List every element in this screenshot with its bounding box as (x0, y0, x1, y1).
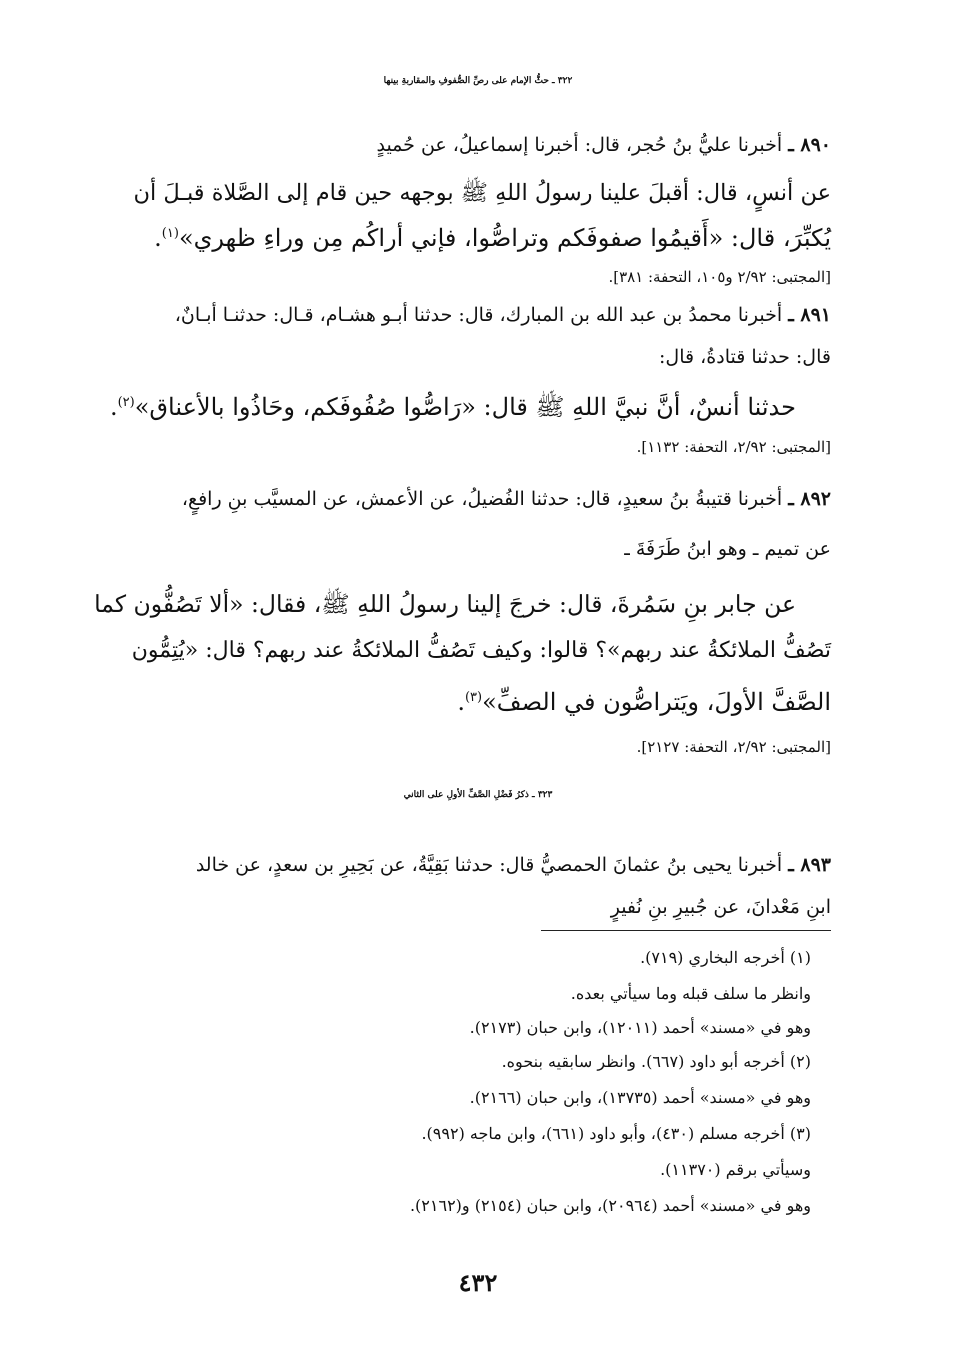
hadith-891-matn (110, 392, 796, 427)
isnad-text: أخبرنا عليُّ بنُ حُجر، قال: أخبرنا إسماعيلُ، عن حُميدٍ (376, 134, 783, 156)
hadith-891-isnad-line-2: قال: حدثنا قتادةُ، قال: (659, 346, 831, 368)
hadith-891-isnad-line-1 (175, 304, 831, 326)
isnad-text: أخبرنا يحيى بنُ عثمانَ الحمصيُّ قال: حدثنا بَقِيَّةُ، عن بَحِيرِ بن سعدٍ، عن خالد (195, 854, 783, 876)
footnote-line: وهو في «مسند» أحمد (٢٠٩٦٤)، وابن حبان (٢١٥٤) و(٢١٦٢). (409, 1196, 811, 1215)
hadith-890-isnad (376, 134, 831, 156)
hadith-892-matn-line-2: تَصُفُّ الملائكةُ عند ربهم»؟ قالوا: وكيف تَصُفُّ الملائكةُ عند ربهم؟ قال: «يُتِمُّون (131, 638, 831, 663)
hadith-892-isnad-line-2: عن تميم ـ وهو ابنُ طَرَفَةَ ـ (624, 538, 831, 560)
hadith-892-matn-line-1: عن جابر بنِ سَمُرةَ، قال: خرجَ إلينا رسولُ اللهِ ﷺ، فقال: «ألا تَصُفُّون كما (94, 590, 796, 618)
matn-text: الصَّفَّ الأولَ، ويَتراصُّون في الصفِّ» (482, 688, 831, 716)
hadith-890-matn-line-2 (154, 224, 831, 252)
footnote-marker: (٢) (117, 395, 135, 410)
hadith-891-reference: [المجتبى: ٢/٩٢، التحفة: ١١٣٢]. (636, 438, 831, 456)
footnote-line: وانظر ما سلف قبله وما سيأتي بعده. (570, 984, 811, 1003)
footnote-marker: (١) (161, 226, 179, 241)
isnad-text: أخبرنا محمدُ بن عبد الله بن المبارك، قال: حدثنا أبـو هشـام، قـال: حدثنـا أبـانٌ، (174, 304, 783, 326)
hadith-892-reference: [المجتبى: ٢/٩٢، التحفة: ٢١٢٧]. (636, 738, 831, 756)
chapter-323-title: ٣٢٣ ـ ذكرُ فَضْلِ الصَّفِّ الأولِ على الثاني (403, 790, 553, 800)
hadith-892-matn-line-3 (457, 688, 831, 716)
hadith-number: ٨٩٠ ـ (788, 134, 831, 156)
isnad-text: أخبرنا قتيبةُ بنُ سعيدٍ، قال: حدثنا الفُضيلُ، عن الأعمش، عن المسيَّب بنِ رافعٍ، (181, 488, 783, 510)
footnote-line: (٣) أخرجه مسلم (٤٣٠)، وأبو داود (٦٦١)، وابن ماجه (٩٩٢). (421, 1124, 811, 1143)
footnote-separator (541, 930, 831, 931)
matn-end: . (109, 393, 118, 421)
matn-text: يُكبِّرَ، قال: «أَقيمُوا صفوفَكم وتراصُّوا، فإني أراكُم مِن وراءِ ظهري» (178, 224, 831, 252)
chapter-322-title: ٣٢٢ ـ حثُّ الإمام على رصِّ الصُّفوفِ والمقاربةِ بينها (383, 76, 573, 86)
footnote-line: وهو في «مسند» أحمد (١٢٠١١)، وابن حبان (٢١٧٣). (469, 1018, 811, 1037)
matn-end: . (154, 224, 162, 252)
footnote-line: (١) أخرجه البخاري (٧١٩). (640, 948, 811, 967)
hadith-893-isnad-line-1 (196, 854, 831, 876)
footnote-marker: (٣) (464, 690, 483, 705)
matn-end: . (457, 688, 465, 716)
hadith-890-matn-line-1: عن أنسٍ، قال: أقبلَ علينا رسولُ اللهِ ﷺ بوجهه حين قام إلى الصَّلاة قبـلَ أن (133, 180, 831, 206)
hadith-893-isnad-line-2: ابنِ مَعْدانَ، عن جُبيرِ بنِ نُفيرٍ (610, 896, 831, 918)
hadith-number: ٨٩٢ ـ (788, 488, 831, 510)
matn-text: حدثنا أنسٌ، أنَّ نبيَّ اللهِ ﷺ قال: «رَاصُّوا صُفُوفَكم، وحَاذُوا بالأعناق» (134, 393, 796, 421)
hadith-892-isnad-line-1 (182, 488, 831, 510)
page-number: ٤٣٢ (458, 1268, 498, 1297)
hadith-number: ٨٩١ ـ (788, 304, 831, 326)
hadith-number: ٨٩٣ ـ (788, 854, 831, 876)
footnote-line: وهو في «مسند» أحمد (١٣٧٣٥)، وابن حبان (٢١٦٦). (469, 1088, 811, 1107)
hadith-890-reference: [المجتبى: ٢/٩٢ و١٠٥، التحفة: ٣٨١]. (608, 268, 831, 286)
footnote-line: (٢) أخرجه أبو داود (٦٦٧). وانظر سابقيه بنحوه. (501, 1052, 811, 1071)
footnote-line: وسيأتي برقم (١١٣٧٠). (660, 1160, 811, 1179)
